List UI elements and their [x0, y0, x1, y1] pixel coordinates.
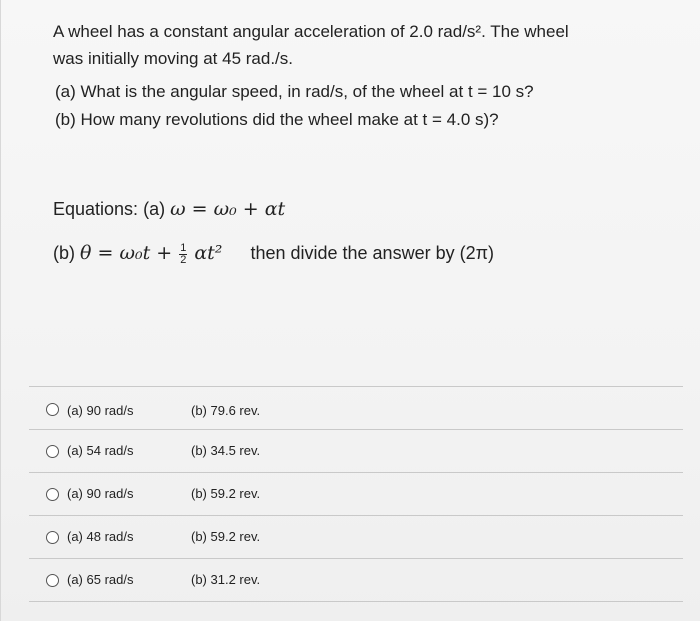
- radio-button-icon[interactable]: [46, 574, 59, 587]
- equation-b-prefix: (b): [53, 243, 75, 263]
- radio-button-icon[interactable]: [46, 403, 59, 416]
- question-parts: [53, 78, 683, 132]
- option-4-part-a: (a) 48 rad/s: [67, 529, 134, 544]
- equation-b-note: then divide the answer by (2π): [250, 243, 494, 263]
- question-part-a: (a) What is the angular speed, in rad/s, of the wheel at t = 10 s?: [55, 82, 534, 102]
- radio-button-icon[interactable]: [46, 488, 59, 501]
- fraction-denominator: 2: [180, 253, 187, 266]
- question-line-2: was initially moving at 45 rad./s.: [53, 49, 293, 69]
- equations-label: Equations:: [53, 199, 139, 219]
- option-5-part-a: (a) 65 rad/s: [67, 572, 134, 587]
- equation-a-formula: ω = ω₀ + αt: [170, 198, 286, 220]
- answer-option-2[interactable]: [29, 429, 683, 472]
- equation-b-formula-right: αt²: [194, 242, 223, 264]
- question-text: [53, 18, 683, 133]
- option-2-part-a: (a) 54 rad/s: [67, 443, 134, 458]
- equations-block: [53, 198, 683, 286]
- option-2-part-b: (b) 34.5 rev.: [191, 443, 261, 458]
- answer-option-4[interactable]: [29, 515, 683, 558]
- option-5-part-b: (b) 31.2 rev.: [191, 572, 261, 587]
- equation-a-prefix: (a): [143, 199, 166, 219]
- answer-option-3[interactable]: [29, 472, 683, 515]
- radio-button-icon[interactable]: [46, 445, 59, 458]
- equation-a: [53, 198, 683, 242]
- equation-b-formula-left: θ = ω₀t +: [80, 242, 173, 264]
- option-4-part-b: (b) 59.2 rev.: [191, 529, 261, 544]
- fraction-numerator: 1: [180, 241, 187, 254]
- question-part-b: (b) How many revolutions did the wheel make at t = 4.0 s)?: [55, 109, 499, 129]
- option-3-part-b: (b) 59.2 rev.: [191, 486, 261, 501]
- equation-b-fraction: [179, 243, 187, 266]
- option-1-part-a: (a) 90 rad/s: [67, 403, 134, 418]
- equation-b: [53, 242, 683, 286]
- radio-button-icon[interactable]: [46, 531, 59, 544]
- option-3-part-a: (a) 90 rad/s: [67, 486, 134, 501]
- answer-option-1[interactable]: [29, 386, 683, 429]
- option-1-part-b: (b) 79.6 rev.: [191, 403, 261, 418]
- question-line-1: A wheel has a constant angular acceleration of 2.0 rad/s². The wheel: [53, 22, 569, 41]
- answer-options: [29, 386, 683, 602]
- answer-option-5[interactable]: [29, 558, 683, 602]
